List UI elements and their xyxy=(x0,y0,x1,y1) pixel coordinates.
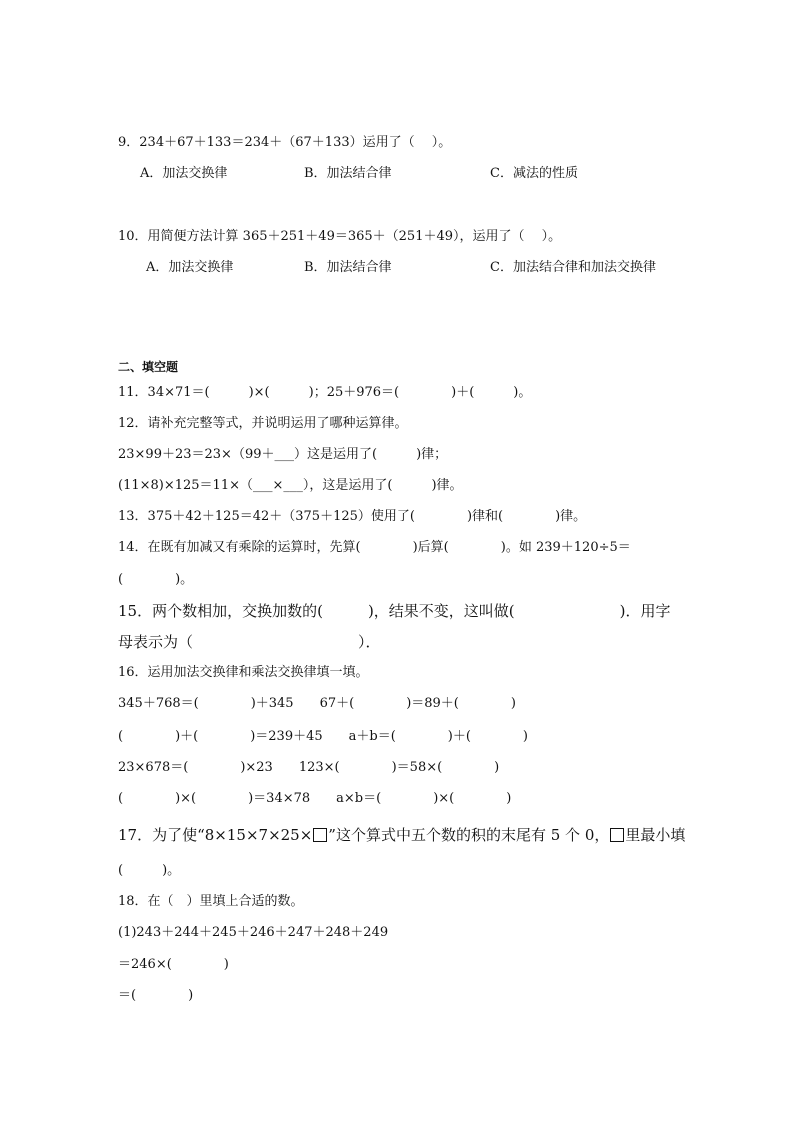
q10-option-a: A．加法交换律 xyxy=(146,260,234,275)
blank-box-icon xyxy=(610,828,624,842)
q16-stem: 16．运用加法交换律和乘法交换律填一填。 xyxy=(118,665,369,680)
q15-line1: 15．两个数相加，交换加数的( )，结果不变，这叫做( )．用字 xyxy=(118,602,671,620)
q16-row3: 23×678＝( )×23 123×( )＝58×( ) xyxy=(118,760,500,775)
q9-option-a: A．加法交换律 xyxy=(140,166,228,181)
q11-text: 11．34×71＝( )×( )；25＋976＝( )＋( )。 xyxy=(118,385,532,400)
q17-line2: ( )。 xyxy=(118,863,181,878)
q9-stem: 9．234＋67＋133＝234＋（67＋133）运用了（ ）。 xyxy=(118,135,452,150)
q15-line2: 母表示为（ ）． xyxy=(118,633,381,651)
section-title: 二、填空题 xyxy=(118,360,179,374)
blank-box-icon xyxy=(313,828,327,842)
q9-option-b: B．加法结合律 xyxy=(304,166,392,181)
q12-stem: 12．请补充完整等式，并说明运用了哪种运算律。 xyxy=(118,416,408,431)
q18-line2: ＝246×( ) xyxy=(118,957,229,972)
q14-line1: 14．在既有加减又有乘除的运算时，先算( )后算( )。如 239＋120÷5＝ xyxy=(118,540,631,555)
q17-part1: 17．为了使“8×15×7×25× xyxy=(118,826,313,844)
q13-text: 13．375＋42＋125＝42＋（375＋125）使用了( )律和( )律。 xyxy=(118,509,587,524)
q18-line3: ＝( ) xyxy=(118,988,194,1003)
q10-option-c: C．加法结合律和加法交换律 xyxy=(490,260,656,275)
q18-line1: (1)243＋244＋245＋246＋247＋248＋249 xyxy=(118,925,389,940)
q10-stem: 10．用简便方法计算 365＋251＋49＝365＋（251＋49），运用了（ ）。 xyxy=(118,229,562,244)
q16-row2: ( )＋( )＝239＋45 a＋b＝( )＋( ) xyxy=(118,729,529,744)
q14-line2: ( )。 xyxy=(118,572,194,587)
q17-line1 xyxy=(118,826,685,844)
q9-option-c: C．减法的性质 xyxy=(490,166,578,181)
q10-option-b: B．加法结合律 xyxy=(304,260,392,275)
q12-line1: 23×99＋23＝23×（99＋___）这是运用了( )律； xyxy=(118,447,448,462)
q16-row1: 345＋768＝( )＋345 67＋( )＝89＋( ) xyxy=(118,696,516,711)
q12-line2: (11×8)×125＝11×（___×___），这是运用了( )律。 xyxy=(118,478,463,493)
q17-part3: 里最小填 xyxy=(625,826,686,844)
q17-part2: ”这个算式中五个数的积的末尾有 5 个 0， xyxy=(328,826,610,844)
q18-stem: 18．在（ ）里填上合适的数。 xyxy=(118,894,304,909)
q16-row4: ( )×( )＝34×78 a×b＝( )×( ) xyxy=(118,791,512,806)
